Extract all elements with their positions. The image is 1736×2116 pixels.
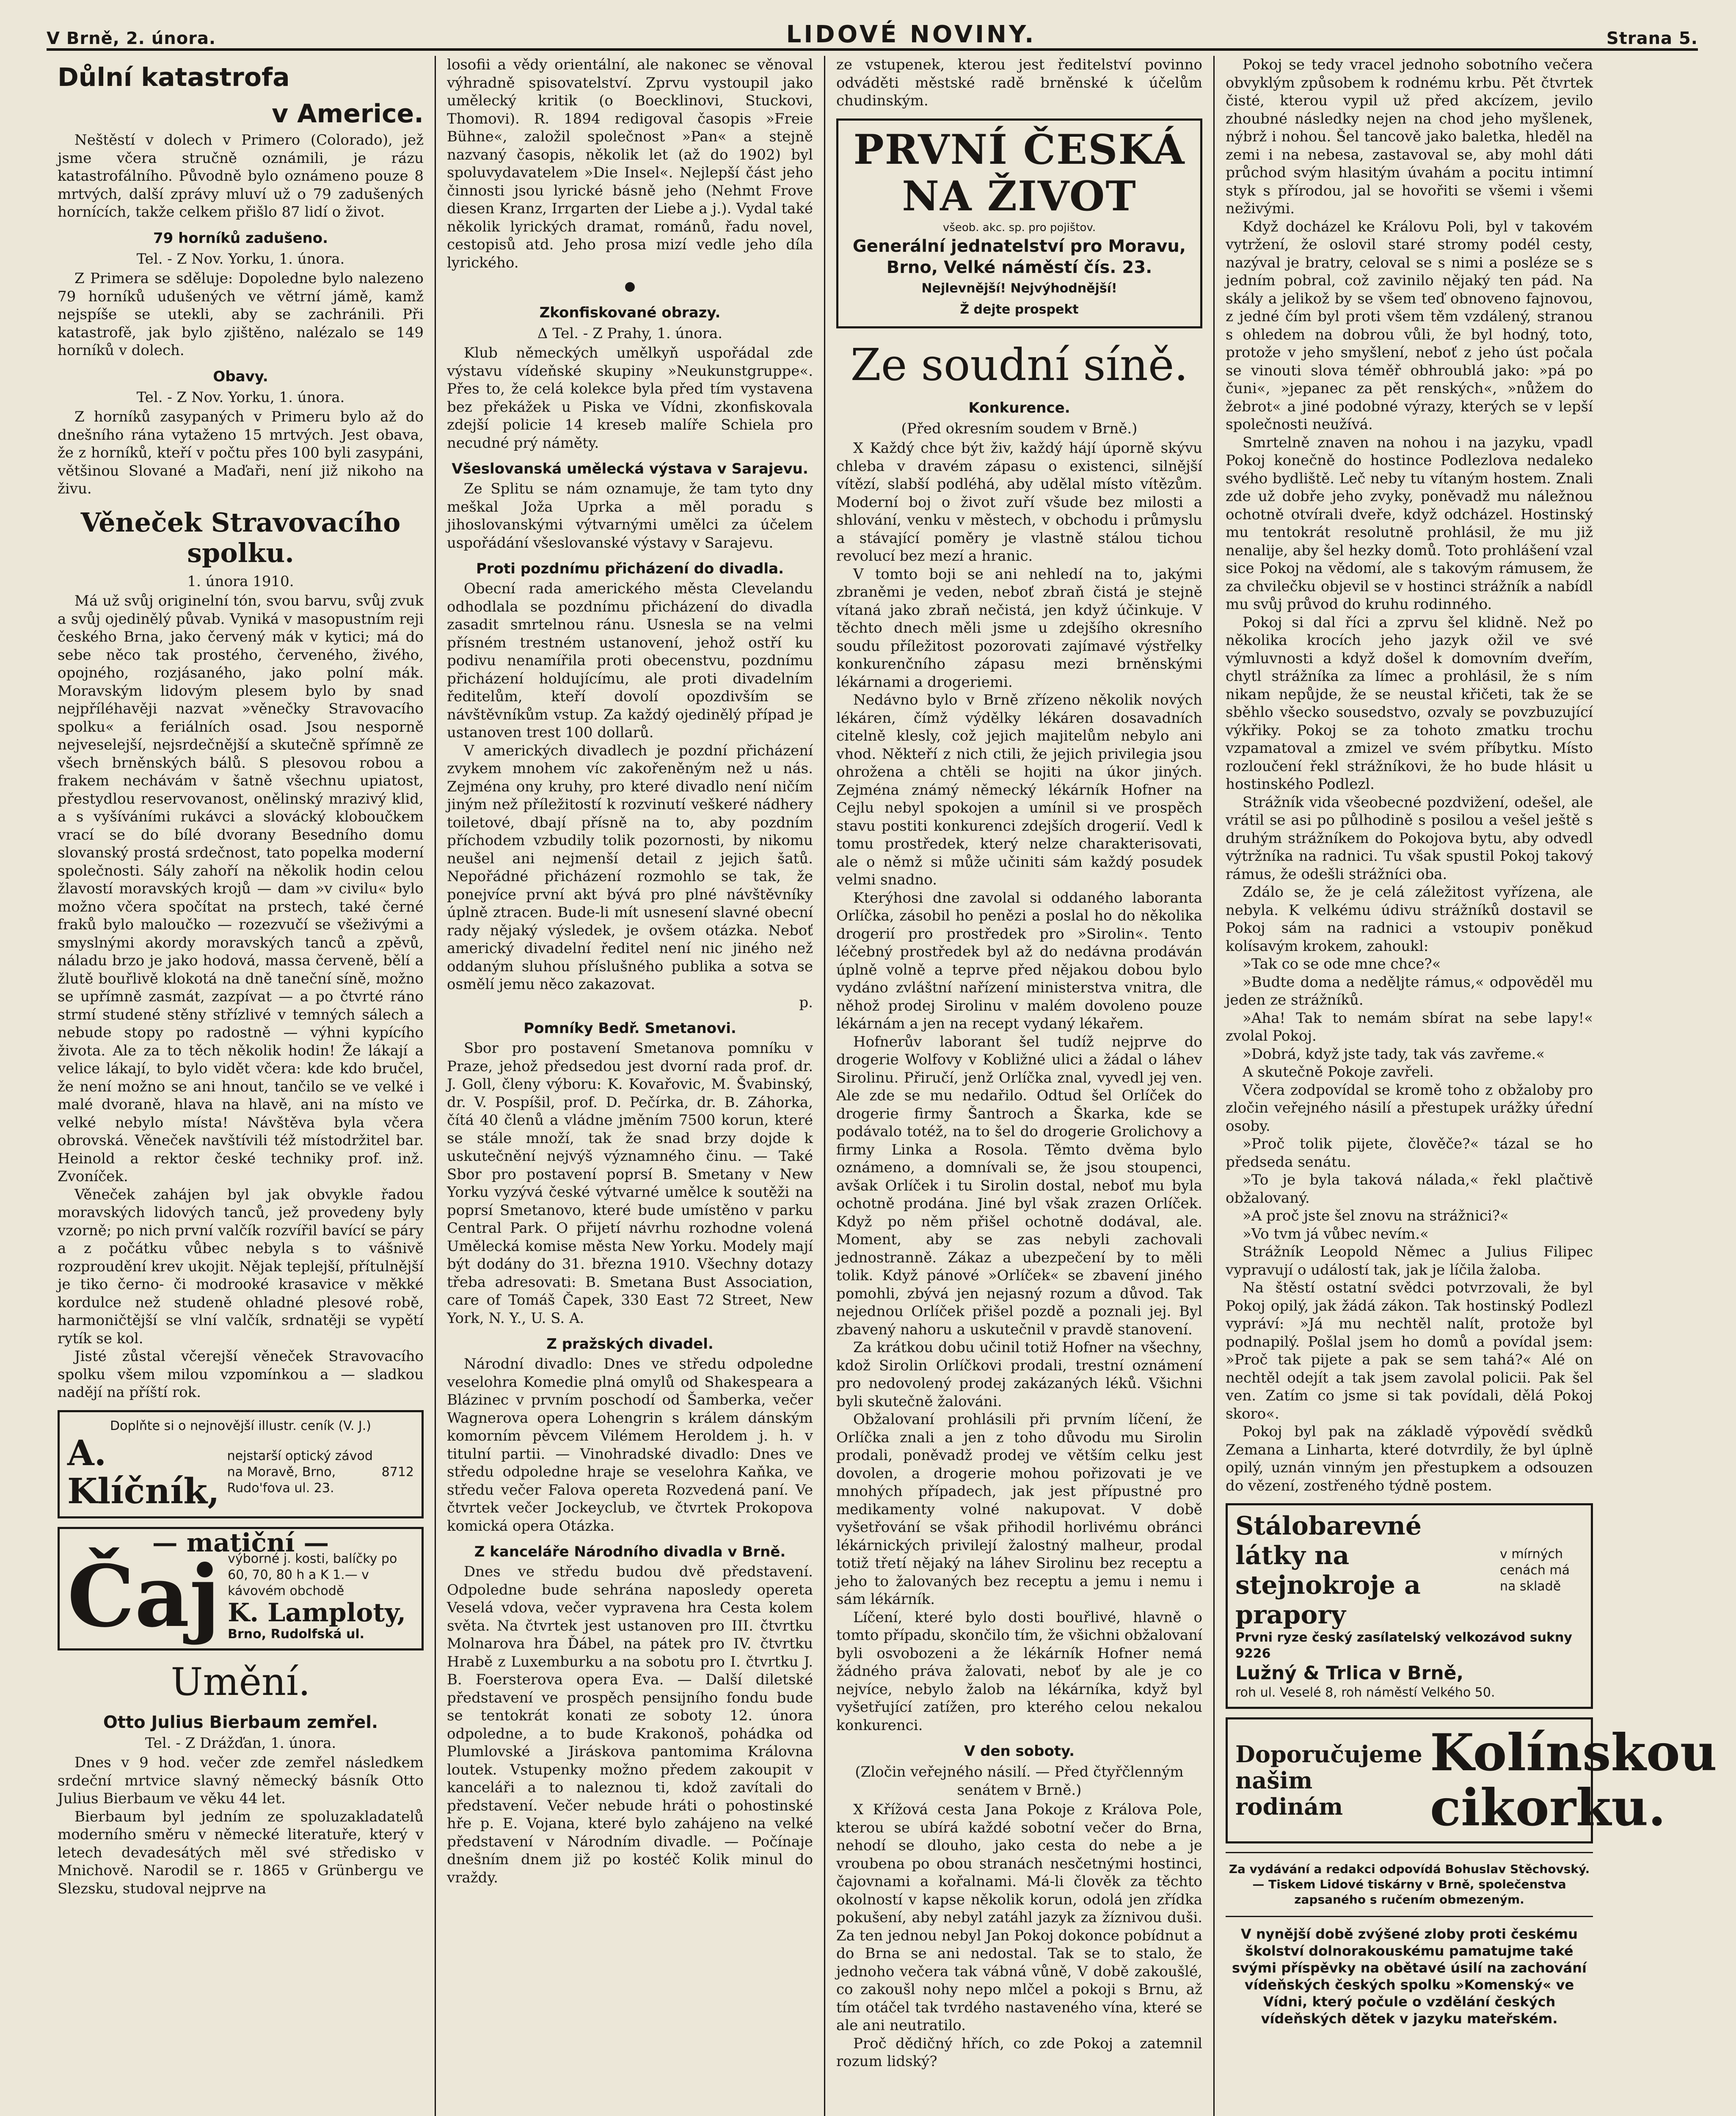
headline-brno-theatre: Z kanceláře Národního divadla v Brně. [474, 1543, 786, 1560]
headline-late-arrival: Proti pozdnímu přicházení do divadla. [476, 560, 784, 577]
ad-klicnik [58, 1410, 424, 1518]
ad-pc-row [846, 127, 1193, 220]
article-paragraph: Nedávno bylo v Brně zřízeno několik nových lékáren, čímž výdělky lékáren dosavadních citelně klesly, což jejich majitelům nebylo ani vhod. Někteří z nich ctili, že jejich privilegia jsou ohrožena a chtěli se hojiti na úkor jiných. Zejména známý německý lékárník Hofner na Cejlu nebyl spokojen a umínil si ve prospěch stavu postiti konkurenci zdejších drogerií. Vedl k tomu prostředek, který nelze charakterisovati, ale o němž si může učiniti sám každý posudek velmi snadno. [836, 692, 1202, 888]
subheading: 79 horníků zadušeno. [153, 229, 328, 247]
dateline: Tel. - Z Drážďan, 1. února. [145, 1734, 336, 1752]
ad-st-row [1235, 1511, 1583, 1630]
article-paragraph: Obžalovaní prohlásili při prvním líčení, že Orlíčka znali a jen z toho důvodu mu Sirolin prodali, poněvadž prodej ve větším celku jest dovolen, a drogerie mohou pořizovati je ve mnohých případech, jak jest přípustné pro medikamenty volné nakupovat. V době vyšetřování se však přihodil horlivému obránci lékárnických privilejí žalostný malheur, prodal totiž třetí nějaký na láhev Sirolinu bez receptu a jeho to žalovaných bez receptu a jemu i nemu i sám lékárník. [836, 1411, 1202, 1608]
article-paragraph: Na štěstí ostatní svědci potvrzovali, že byl Pokoj opilý, jak žádá zákon. Tak hostinský Podlezl vypráví: »Já mu nechtěl nalít, protože byl podnapilý. Pošlal jsem ho domů a povídal jsem: »Proč tak pijete a pak se sem tahá?« Alé on nechtěl odejít a tak jsem zavolal policii. Pak šel ven. Zatím co jsme si tak povídali, dělá Pokoj skoro«. [1226, 1279, 1593, 1422]
ad-klicnik-num: 8712 [381, 1464, 414, 1480]
article-paragraph: Kterýhosi dne zavolal si oddaného laboranta Orlíčka, zásobil ho penězi a poslal ho do několika drogerií pro prostředek pro »Sirolin«. Tento léčebný prostředek byl až do nedávna prodáván úplně volně a teprve před nějakou dobou bylo vydáno zvláštní nařízení ministerstva vnitra, dle něhož prodej Sirolinu v malém dovoleno pouze lékárnám a jen na recept vydaný lékařem. [836, 889, 1202, 1032]
article-paragraph: Jisté zůstal včerejší věneček Stravovacího spolku všem milou vzpomínkou a — sladkou nadějí na příští rok. [58, 1348, 424, 1401]
ad-caj-head: — matiční — [152, 1528, 329, 1558]
ad-ko-row [1235, 1723, 1717, 1838]
article-paragraph: Dnes v 9 hod. večer zde zemřel následkem srdeční mrtvice slavný německý básník Otto Julius Bierbaum ve věku 44 let. [58, 1754, 424, 1807]
ad-klicnik-text: nejstarší optický závod na Moravě, Brno, Rudo'fova ul. 23. [227, 1448, 373, 1496]
notice: V nynější době zvýšené zloby proti českému školství dolnorakouskému pamatujme také svými příspěvky na obětavé úsilí na zachování vídeňských českých spolku »Komenský« ve Vídni, který počule o vzdělání českých vídeňských dětek v jazyku mateřském. [1232, 1926, 1587, 2027]
article-paragraph: Smrtelně znaven na nohou i na jazyku, vpadl Pokoj konečně do hostince Podlezlova nedaleko svého bydliště. Leč neby tu vítaným hostem. Znali zde už dobře jeho zvyky, poněvadž mu náležnou ochotně otvírali dveře, když odcházel. Hostinský mu tentokrát resolutně prohlásil, že mu již nenalije, aby šel hezky domů. Toto prohlášení vzal sice Pokoj na vědomí, ale s takovým rámusem, že za chvilečku objevil se v hostinci strážník a nabídl mu svůj průvod do kruhu rodinného. [1226, 434, 1593, 613]
article-paragraph: Strážník Leopold Němec a Julius Filipec vypravují o událostí tak, jak je líčila žaloba. [1226, 1243, 1593, 1278]
ad-st-sub: Prvni ryze český zasílatelský velkozávod sukny 9226 [1235, 1630, 1572, 1661]
article-paragraph: »Budte doma a neděljte rámus,« odpověděl mu jeden ze strážníků. [1226, 973, 1593, 1008]
article-paragraph: Z horníků zasypaných v Primeru bylo až do dnešního rána vytaženo 15 mrtvých. Jest obava, že z horníků, kteří v počtu přes 100 byli zasypáni, většinou Slované a Maďaři, není již nikoho na živu. [58, 408, 424, 497]
article-paragraph: Z Primera se sděluje: Dopoledne bylo nalezeno 79 horníků udušených ve větrní jámě, kamž nejspíše se utekli, aby se zachránili. Při katastrofě, jak bylo zjištěno, nalézalo se 149 horníků v dolech. [58, 270, 424, 359]
ad-pc-sub1: Generální jednatelství pro Moravu, [852, 236, 1186, 256]
divider [1226, 1852, 1593, 1853]
columns [47, 56, 1717, 2116]
article-paragraph: ze vstupenek, kterou jest ředitelství povinno odváděti městské radě brněnské k účelům chudinským. [836, 56, 1202, 109]
article-paragraph: »Proč tolik pijete, člověče?« tázal se ho předseda senátu. [1226, 1135, 1593, 1171]
ad-klicnik-name: A. Klíčník, [67, 1433, 220, 1512]
ad-lazny-trlica [1226, 1503, 1593, 1709]
section-title-umeni: Umění. [171, 1659, 311, 1704]
article-paragraph: Ze Splitu se nám oznamuje, že tam tyto dny meškal Joža Uprka a měl poradu s jihoslovanskými výtvarnými umělci za účelem uspořádání všeslovanské výstavy v Sarajevu. [447, 480, 813, 551]
article-paragraph: Proč dědičný hřích, co zde Pokoj a zatemnil rozum lidský? [836, 2035, 1202, 2070]
masthead-page-number: Strana 5. [1606, 29, 1698, 48]
ad-st-title: Stálobarevné látky na stejnokroje a prapory [1235, 1511, 1422, 1630]
ad-pc-sub4: Ž dejte prospekt [960, 302, 1079, 317]
headline-venecek: Věneček Stravovacího spolku. [80, 507, 401, 568]
article-paragraph: Líčení, které bylo dosti bouřlivé, hlavně o tomto případu, skončilo tím, že všichni obžalovaní byli osvobozeni a že lékárník Hofner nemá žádného práva žalovati, neboť by ale je co nejvíce, nebylo žalob na lékárníka, když byl vyšetřující zatížen, pro kterého celou nekalou konkurenci. [836, 1609, 1202, 1734]
article-paragraph: Když docházel ke Královu Poli, byl v takovém vytržení, že oslovil staré stromy podél cesty, nazýval je bratry, celoval se s nimi a posléze se s jedním pobral, což zavinilo nějaký ten pád. Na skály a jelikož by se všem teď obnoveno fajnovou, z jedné čím byl proti všem těm vzdálený, stranou s ohledem na dobrou vůli, že byl hodný, toto, protože v jeho smyšlení, neboť z jeho úst počala se vinouti slova téměř obhroublá jako: »pá po čuni«, »jepanec za pět renských«, »nůžem do žebrot« a jiné podobné výrazy, kterých se v lepší společnosti neužívá. [1226, 218, 1593, 433]
article-paragraph: Včera zodpovídal se kromě toho z obžaloby pro zločin veřejného násilí a přestupek urážky úřední osoby. [1226, 1081, 1593, 1135]
dateline: Δ Tel. - Z Prahy, 1. února. [537, 325, 723, 342]
divider [1226, 1916, 1593, 1917]
subheading: Obavy. [213, 368, 268, 385]
article-paragraph: Pokoj se tedy vracel jednoho sobotního večera obvyklým způsobem k rodnému krbu. Pět čtvrtek čisté, kterou vypil už před akcízem, jevilo zhoubné následky nejen na chod jeho myšlenek, nýbrž i nohou. Šel tancově jako baletka, hleděl na zemi i na nebesa, zastavoval se, aby mohl dáti průchod svým hlasitým úvahám a pocitu intimní styk s přírodou, jal se hovořiti se všemi i všemi neživými. [1226, 56, 1593, 217]
ad-st-side: v mírných cenách má na skladě [1500, 1547, 1570, 1594]
section-title-court: Ze soudní síně. [850, 339, 1188, 391]
article-paragraph: X Křížová cesta Jana Pokoje z Králova Pole, kterou se ubírá každé sobotní večer do Brna, nehodí se dlouho, jako cesta do nebe a je vroubena po obou stranách nesčetnými hostinci, čajovnami a kořalnami. Má-li člověk za těchto okolností v kapse několik korun, odolá jen zřídka pokušení, aby nebyl zatáhl jazyk za žíznivou duši. Za ten jednou nebyl Jan Pokoj dokonce pobídnut a do Brna se ani nedostal. Tak se to stalo, že jednoho večera tak vábná vůně, V době zakoušlé, co zakoušl nohy nepo mlčel a pokoji s Brnu, až tím otáčel tak tvrdého nastaveného vína, které se ale ani neutratilo. [836, 1801, 1202, 2034]
column-4 [1215, 56, 1717, 2116]
article-paragraph: Sbor pro postavení Smetanova pomníku v Praze, jehož předsedou jest dvorní rada prof. dr. J. Goll, členy výboru: K. Kovařovic, M. Švabinský, dr. V. Pospíšil, prof. D. Pečírka, dr. B. Záhorka, čítá 40 členů a vládne jměním 7500 korun, které se stále množí, tak že snad brzy dojde k uskutečnění nejvýš významného činu. — Také Sbor pro postavení poprsí B. Smetany v New Yorku vyzývá české výtvarné umělce k soutěži na poprsí Smetanovo, které bude umístěno v parku Central Park. O přijetí návrhu rozhodne volená Umělecká komise města New Yorku. Modely mají být dodány do 31. března 1910. Všechny dotazy třeba adresovati: B. Smetana Bust Association, care of Tomáš Čapek, 330 East 72 Street, New York, N. Y., U. S. A. [447, 1040, 813, 1327]
masthead-title: LIDOVÉ NOVINY. [786, 21, 1036, 48]
headline-mine-disaster: Důlní katastrofa [58, 63, 290, 92]
ad-pc-small: všeob. akc. sp. pro pojištov. [942, 221, 1096, 234]
masthead-date: V Brně, 2. února. [47, 29, 216, 48]
article-paragraph: Za krátkou dobu učinil totiž Hofner na všechny, kdož Sirolin Orlíčkovi prodali, trestní oznámení pro nedovolený prodej zakázaných léků. Všichni byli skutečně žalováni. [836, 1339, 1202, 1410]
masthead [47, 12, 1698, 51]
article-paragraph: Pokoj byl pak na základě výpovědí svědků Zemana a Linharta, které dotvrdily, že byl úplně opilý, uznán vinným jen přestupkem a odsouzen do vězení, zostřeného týdně postem. [1226, 1423, 1593, 1494]
ad-prvni-ceska [836, 118, 1202, 328]
headline-sarajevo: Všeslovanská umělecká výstava v Sarajevu. [452, 460, 808, 477]
headline-mine-disaster-2: v Americe. [272, 99, 424, 129]
article-paragraph: »To je byla taková nálada,« řekl plačtivě obžalovaný. [1226, 1171, 1593, 1207]
dateline: Tel. - Z Nov. Yorku, 1. února. [136, 250, 345, 267]
article-paragraph: Zdálo se, že je celá záležitost vyřízena, ale nebyla. K velkému údivu strážníků dostavil se Pokoj sám na radnici a vstoupiv poněkud kolísavým krokem, zahoukl: [1226, 884, 1593, 955]
article-paragraph: »Aha! Tak to nemám sbírat na sebe lapy!« zvolal Pokoj. [1226, 1009, 1593, 1044]
ad-st-addr: roh ul. Veselé 8, roh náměstí Velkého 50. [1235, 1685, 1495, 1700]
ad-ko-left: Doporučujeme našim rodinám [1235, 1741, 1422, 1820]
dateline: 1. února 1910. [187, 573, 294, 590]
article-paragraph: Strážník vida všeobecné pozdvižení, odešel, ale vrátil se asi po půlhodině s posilou a vešel ještě s druhým strážníkem do Pokojova bytu, aby odvedl výtržníka na radnici. Tu však spustil Pokoj takový rámus, že odešli strážníci oba. [1226, 794, 1593, 883]
article-paragraph: losofii a vědy orientální, ale nakonec se věnoval výhradně spisovatelství. Zprvu vystoupil jako umělecký kritik (o Boecklinovi, Stuckovi, Thomovi). R. 1894 redigoval časopis »Freie Bühne«, založil společnost »Pan« a stejně nazvaný časopis, několik let (až do 1902) byl spoluvydavatelem »Die Insel«. Nejlepší část jeho činnosti jsou lyrické básně jeho (Nehmt Frove diesen Kranz, Irrgarten der Liebe a j.). Vydal také několik lyrických dramat, románů, řadu novel, cestopisů atd. Jeho prosa mizí vedle jeho díla lyrického. [447, 56, 813, 271]
article-paragraph: V amerických divadlech je pozdní přicházení zvykem mnohem víc zakořeněným než u nás. Zejména ony kruhy, pro které divadlo není ničím jiným než příležitostí k rozvinutí veškeré nádhery toiletové, dbají přísně na to, aby pozdním příchodem vzbudily tolik pozornosti, by nikomu neušel ani nejmenší detail z jejich šatů. Nepořádné přicházení rozmohlo se tak, že ponejvíce první akt bývá pro plné návštěvníky úplně ztracen. Bude-li mít usnesení slavné obecní rady nějaký výsledek, je ovšem otázka. Neboť americký divadelní ředitel není nic jiného než oddaným sluhou příslušného publika a sotva se osmělí jemu něco zakazovat. [447, 742, 813, 993]
ad-pc-sub3: Nejlevnější! Nejvýhodnější! [921, 281, 1117, 296]
article-paragraph: Má už svůj originelní tón, svou barvu, svůj zvuk a svůj ojedinělý půvab. Vyniká v masopustním reji českého Brna, jako červený mák v kytici; má do sebe něco tak prostého, červeného, živého, opojného, rozjásaného, jako polní mák. Moravským lidovým plesem bylo by snad nejpříléhavěji nazvat »věnečky Stravovacího spolku« a feriálních osad. Jsou nesporně nejveselejší, nejsrdečnější a skutečně spřímně ze všech brněnských bálů. S plesovou robou a frakem nechávám v šatně všechnu upiatost, přestydlou reservovanost, onělinský mrazivý klid, a s vyšíváními rukávci a slovácký kloboučkem vrací se do bílé dvorany Besedního domu slovanský prostá srdečnost, tato popelka moderní společnosti. Sály zahoří na několik hodin celou žlavostí moravských krojů — dam »v civilu« bylo možno včera spočítat na prstech, také černé fraků bylo maloučko — rozezvučí se všeživými a smyslnými akordy moravských tanců a zpěvů, náladu brzo je jako hodová, massa červeně, bělí a žlutě bouřlivě klokotá na dně taneční síně, možno se upřímně zasmát, zazpívat — a po čtvrté ráno strmí studené stěny střízlivé v temných sálech a nebude stopy po radostně — výhni kypícího života. Ale za to těch několik hodin! Že lákají a velice lákají, to bylo vidět včera: kde kdo bručel, že není možno se ani hnout, tančilo se ve velké i malé dvoraně, hlava na hlavě, ani na místo ve velké nebylo místa! Návštěva byla včera obrovská. Věneček navštívili též místodržitel bar. Heinold a rektor české techniky prof. inž. Zvoníček. [58, 592, 424, 1185]
article-paragraph: Klub německých umělkyň uspořádal zde výstavu vídeňské skupiny »Neukunstgruppe«. Přes to, že celá kolekce byla před tím vystavena bez překážek u Piska ve Vídni, zkonfiskovala zdejší policie 14 kreseb malíře Schiela pro necudné prý náměty. [447, 344, 813, 452]
article-paragraph: Obecní rada amerického města Clevelandu odhodlala se pozdnímu přicházení do divadla zasadit smrtelnou ránu. Usnesla se na velmi přísném trestném ustanovení, jehož ostří ku podivu nenamířila proti obecenstvu, pozdnímu přicházení holdujícímu, ale proti divadelním ředitelům, kteří dovolí opozdivším se návštěvníkům vstup. Za každý ojedinělý případ je ustanoven trest 100 dollarů. [447, 580, 813, 741]
article-paragraph: V tomto boji se ani nehledí na to, jakými zbraněmi je veden, neboť zbraň čistá je stejně vítaná jako zbraň nečistá, jen když účinkuje. V těchto dnech měli jsme u zdejšího okresního soudu příležitost pozorovati zajímavé výstřelky konkurenčního zápasu mezi brněnskými lékárnami a drogeriemi. [836, 565, 1202, 691]
ad-pc-title: PRVNÍ ČESKÁ NA ŽIVOT [853, 125, 1185, 220]
ad-caj-row [67, 1546, 414, 1646]
imprint: Za vydávání a redakci odpovídá Bohuslav Stěchovský. — Tiskem Lidové tiskárny v Brně, společenstva zapsaného s ručením obmezeným. [1229, 1862, 1590, 1907]
article-paragraph: A skutečně Pokoje zavřeli. [1243, 1064, 1434, 1080]
headline-saturday: V den soboty. [964, 1743, 1075, 1760]
headline-confiscated: Zkonfiskované obrazy. [539, 304, 721, 321]
article-paragraph: Hofnerův laborant šel tudíž nejprve do drogerie Wolfovy v Kobližné ulici a žádal o láhev Sirolinu. Přiručí, jenž Orlíčka znal, vyvedl jej ven. Ale zde se mu nedařilo. Odtud šel Orlíček do drogerie firmy Šantroch a Škarka, kde se podávalo totéž, na to šel do drogerie Grolichovy a firmy Linka a Rosola. Těmto dvěma bylo oznámeno, a domnívali se, že jsou stoupenci, avšak Orlíček i tu Sirolin dostal, neboť mu byla ochotně prodána. Jiné byl však zrazen Orlíček. Když po něm přišel ochotně dodával, ale. Moment, aby se zas nebyli zachovali jednostranně. Zákaz a ubezpečení by to měli tolik. Když pánové »Orlíček« se zbavení jiného pomohli, zbývá jen nejasný rozum a důvod. Tak nejednou Orlíček přišel pozdě a poznali jej. Byl zbavený nahoru a uskutečnil v pravdě stanovení. [836, 1033, 1202, 1338]
article-paragraph: »Vo tvm já vůbec nevím.« [1243, 1225, 1429, 1243]
ad-caj-text: výborné j. kosti, balíčky po 60, 70, 80 h a K 1.— v kávovém obchodě [228, 1551, 397, 1598]
column-2 [436, 56, 825, 2116]
headline-prague-theatres: Z pražských divadel. [546, 1336, 714, 1353]
article-paragraph: Věneček zahájen byl jak obvykle řadou moravských lidových tanců, jež provedeny byly vzorně; po nich první valčík rozvířil bavící se páry a z počátku vůbec nebyla s to vášnivě rozproudění krev ukojit. Nějak teplejší, přítulnější je tiko černo- či modrooké krasavice v měkké kordulce než studeně ohladné plesové robě, harmoničtější se vlní valčík, srdnatěji se vypětí rytík se kol. [58, 1186, 424, 1347]
ad-caj-big: Čaj [67, 1546, 220, 1646]
ad-ko-big: Kolínskou cikorku. [1430, 1723, 1717, 1838]
article-paragraph: Pokoj si dal říci a zprvu šel klidně. Než po několika krocích jeho jazyk ožil ve své výmluvnosti a když došel k domovním dveřím, chytl strážníka za límec a prohlásil, že s ním nikam nepůjde, že se neustal křičeti, tak že se sběhlo všecko sousedstvo, ozvaly se povzbuzující výkřiky. Pokoj se za tohoto zmatku trochu vzpamatoval a zmizel ve svém příbytku. Místo rozloučení řekl strážníkovi, že ho bude hlásit u hostinského Podlezl. [1226, 614, 1593, 793]
ad-kolinska-cikorka [1226, 1717, 1717, 1843]
column-1 [47, 56, 436, 2116]
ad-klicnik-row [67, 1434, 414, 1510]
separator: ● [624, 279, 636, 294]
article-paragraph: »A proč jste šel znovu na strážnici?« [1243, 1207, 1509, 1224]
article-paragraph: Dnes ve středu budou dvě představení. Odpoledne bude sehrána naposledy opereta Veselá vdova, večer vypravena hra Cesta kolem světa. Na čtvrtek jest ustanoven pro III. čtvrtku Molnarova hra Ďábel, na pátek pro IV. čtvrtku Hrabě z Luxemburku a na sobotu pro I. čtvrtku J. B. Foersterova opera Eva. — Další diletské představení ve prospěch pensijního fondu bude se tentokrát konati ze soboty 12. února odpoledne, a to bude Krakonoš, pohádka od Plumlovské a Jiráskova pantomima Královna loutek. Vstupenky možno předem zakoupit v kanceláři a to naleznou ti, kdož zavítali do představení. Večer nebude hráti o pohostinské hře p. E. Vojana, které bylo zahájeno na velké představení v Národním divadle. — Počínaje dnešním dnem již po kostéč Kolik minul do vraždy. [447, 1563, 813, 1886]
headline-competition: Konkurence. [968, 399, 1070, 416]
ad-klicnik-top: Doplňte si o nejnovější illustr. ceník (V. J.) [110, 1418, 371, 1433]
ad-caj-name: K. Lamploty, [228, 1598, 406, 1628]
ad-caj [58, 1527, 424, 1650]
signature: p. [799, 994, 813, 1011]
article-paragraph: Bierbaum byl jedním ze spoluzakladatelů moderního směru v německé literatuře, který v letech devadesátých měl své středisko v Mnichově. Narodil se r. 1865 v Grünbergu ve Slezsku, studoval nejprve na [58, 1808, 424, 1897]
ad-st-name: Lužný & Trlica v Brně, [1235, 1662, 1464, 1684]
article-paragraph: X Každý chce být živ, každý hájí úporně skývu chleba v dravém zápasu o existenci, silnější vítězí, slabší podléhá, aby udělal místo vítězům. Moderní boj o život zuří všude bez milosti a shlování, venku v městech, v obchodu i průmyslu a stávající poměry je vlastně stálou tichou revolucí bez mezí a hranic. [836, 440, 1202, 565]
headline-bierbaum: Otto Julius Bierbaum zemřel. [103, 1712, 378, 1732]
note: (Před okresním soudem v Brně.) [901, 420, 1138, 437]
ad-caj-addr: Brno, Rudolfská ul. [228, 1626, 365, 1642]
article-paragraph: »Dobrá, když jste tady, tak vás zavřeme.« [1243, 1045, 1545, 1063]
note: (Zločin veřejného násilí. — Před čtyřčlenným senátem v Brně.) [855, 1763, 1184, 1799]
article-paragraph: Národní divadlo: Dnes ve středu odpoledne veselohra Komedie plná omylů od Shakespeara a Blázinec v prvním poschodí od Šamberka, večer Wagnerova opera Lohengrin s králem dánským komorním pěvcem Vilémem Heroldem j. h. v titulní partii. — Vinohradské divadlo: Dnes ve středu odpoledne hraje se veselohra Kaňka, ve středu večer Falova opereta Rozvedená paní. Ve čtvrtek večer Jockeyclub, ve čtvrtek Prokopova komická opera Otázka. [447, 1356, 813, 1535]
ad-pc-sub2: Brno, Velké náměstí čís. 23. [886, 257, 1152, 277]
article-paragraph: »Tak co se ode mne chce?« [1243, 956, 1441, 973]
article-paragraph: Neštěstí v dolech v Primero (Colorado), jež jsme včera stručně oznámili, je rázu katastrofálního. Původně bylo oznámeno pouze 8 mrtvých, další zprávy mluví už o 79 zadušených hornících, takže celkem přišlo 87 lidí o život. [58, 132, 424, 220]
column-3 [825, 56, 1215, 2116]
headline-smetana: Pomníky Bedř. Smetanovi. [524, 1020, 736, 1037]
dateline: Tel. - Z Nov. Yorku, 1. února. [136, 388, 345, 406]
ad-caj-right [228, 1551, 414, 1642]
